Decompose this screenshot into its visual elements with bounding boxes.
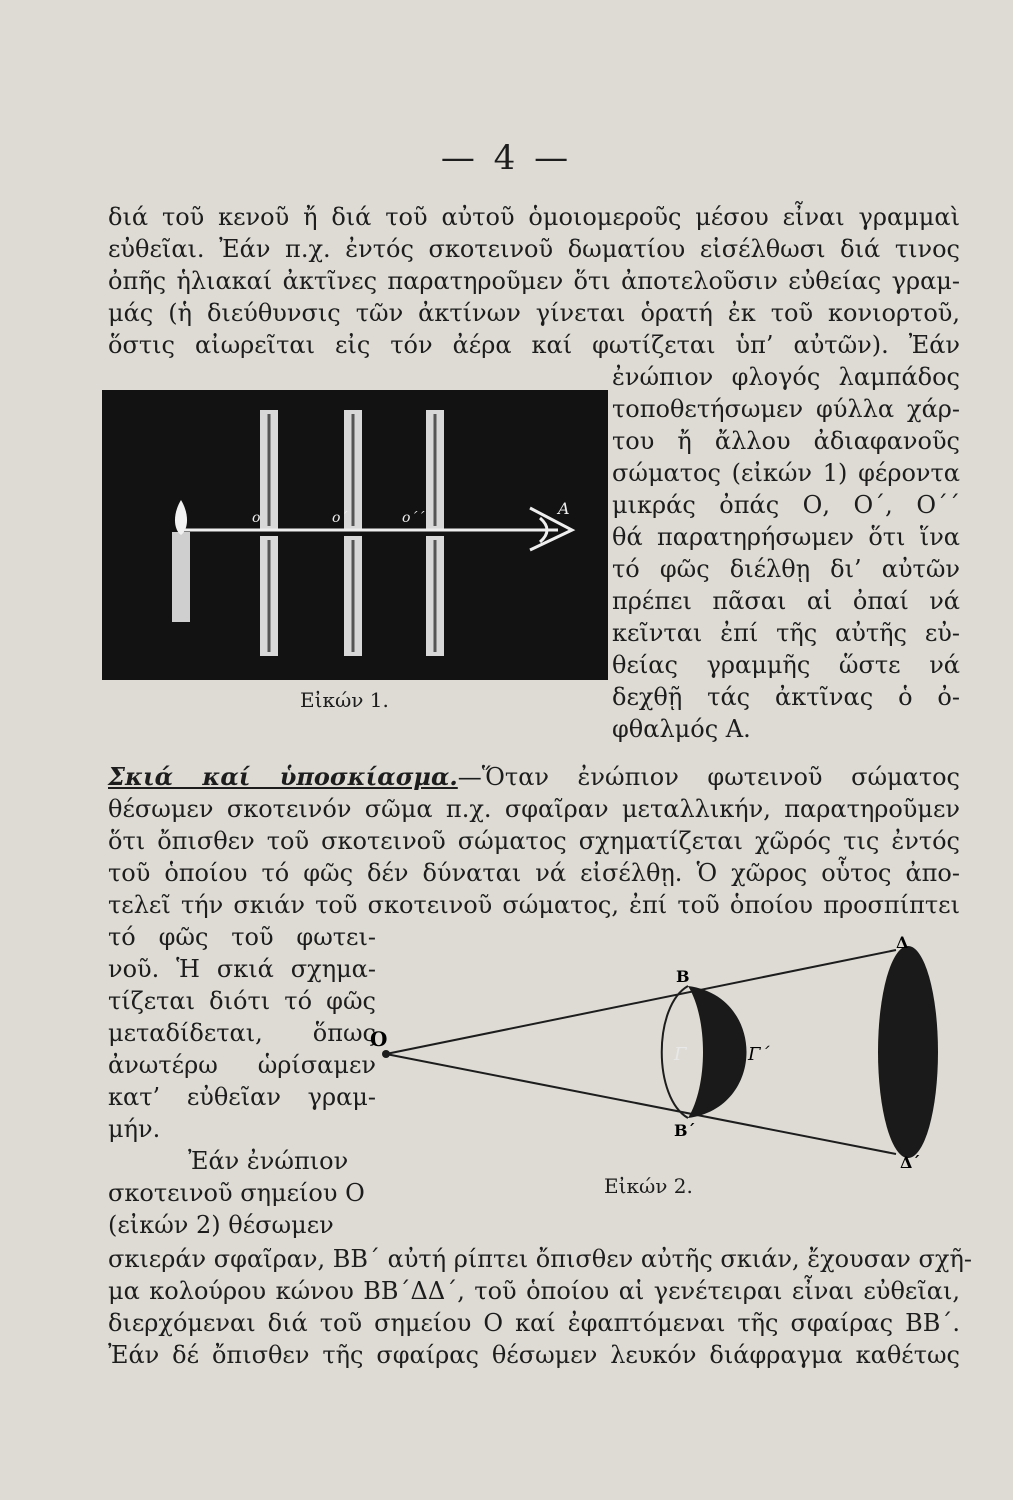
text-line: θέσωμεν σκοτεινόν σῶμα π.χ. σφαῖραν μεταλλικήν, παρατηροῦμεν (108, 795, 960, 823)
text-line: ἀνωτέρω ὡρίσαμεν (108, 1051, 376, 1079)
text-line: μα κολούρου κώνου ΒΒ΄ΔΔ΄, τοῦ ὁποίου αἱ γενέτειραι εἶναι εὐθεῖαι, (108, 1277, 960, 1305)
text-line: μήν. (108, 1115, 161, 1143)
label-g: Γ (674, 1044, 687, 1065)
section-first-line-text: —Ὅταν ἐνώπιον φωτεινοῦ σώματος (457, 763, 960, 791)
text-line: εὐθεῖαι. Ἐάν π.χ. ἐντός σκοτεινοῦ δωματίου εἰσέλθωσι διά τινος (108, 235, 960, 263)
section-first-line (108, 762, 960, 792)
label-o: O (370, 1027, 388, 1051)
text-line: διά τοῦ κενοῦ ἤ διά τοῦ αὐτοῦ ὁμοιομεροῦς μέσου εἶναι γραμμαὶ (108, 203, 960, 231)
text-line: του ἤ ἄλλου ἀδιαφανοῦς (612, 427, 960, 455)
figure-2-caption: Εἰκών 2. (604, 1174, 693, 1198)
text-line: διερχόμεναι διά τοῦ σημείου Ο καί ἐφαπτόμεναι τῆς σφαίρας ΒΒ΄. (108, 1309, 960, 1337)
figure-2 (368, 936, 960, 1172)
text-line: σώματος (εἰκών 1) φέροντα (612, 459, 960, 487)
text-line: δεχθῇ τάς ἀκτῖνας ὁ ὀ- (612, 683, 960, 711)
text-line: ἐνώπιον φλογός λαμπάδος (612, 363, 960, 391)
label-b-prime: B΄ (674, 1121, 696, 1140)
hole-label-o-double-prime: o΄΄ (402, 510, 425, 526)
text-line: θά παρατηρήσωμεν ὅτι ἵνα (612, 523, 960, 551)
screen-1 (260, 410, 278, 656)
cone-upper-line (386, 950, 896, 1054)
hole-label-o-prime: o΄ (332, 510, 348, 526)
screen-2 (344, 410, 362, 656)
text-line: τοποθετήσωμεν φύλλα χάρ- (612, 395, 960, 423)
text-line: ὅτι ὄπισθεν τοῦ σκοτεινοῦ σώματος σχηματίζεται χῶρός τις ἐντός (108, 827, 960, 855)
text-line: (εἰκών 2) θέσωμεν (108, 1211, 334, 1239)
label-g-prime: Γ΄ (748, 1044, 770, 1065)
text-line: μεταδίδεται, ὅπως (108, 1019, 376, 1047)
page-number: — 4 — (440, 138, 573, 178)
text-line: τελεῖ τήν σκιάν τοῦ σκοτεινοῦ σώματος, ἐπί τοῦ ὁποίου προσπίπτει (108, 891, 960, 919)
label-b: B (676, 967, 690, 986)
section-heading: Σκιά καί ὑποσκίασμα. (108, 762, 458, 791)
text-line: Ἐάν δέ ὄπισθεν τῆς σφαίρας θέσωμεν λευκόν διάφραγμα καθέτως (108, 1341, 960, 1369)
shadow-disc (878, 946, 938, 1158)
text-line: τοῦ ὁποίου τό φῶς δέν δύναται νά εἰσέλθῃ. Ὁ χῶρος οὗτος ἀπο- (108, 859, 960, 887)
candle (172, 532, 190, 622)
text-line: κεῖνται ἐπί τῆς αὐτῆς εὐ- (612, 619, 960, 647)
text-line: πρέπει πᾶσαι αἱ ὀπαί νά (612, 587, 960, 615)
cone-lower-line (386, 1054, 896, 1154)
point-o (382, 1050, 390, 1058)
eye-label: A (558, 499, 570, 518)
text-line: φθαλμός Α. (612, 715, 751, 743)
text-line: νοῦ. Ἡ σκιά σχημα- (108, 955, 376, 983)
text-line: τό φῶς τοῦ φωτει- (108, 923, 376, 951)
figure-2-illustration (368, 936, 960, 1172)
text-line: μικράς ὀπάς Ο, Ο΄, Ο΄΄ (612, 491, 960, 519)
figure-1-illustration (102, 390, 608, 680)
text-line: ὅστις αἰωρεῖται εἰς τόν ἀέρα καί φωτίζεται ὑπ’ αὐτῶν). Ἐάν (108, 331, 960, 359)
text-line: μάς (ἡ διεύθυνσις τῶν ἀκτίνων γίνεται ὁρατή ἐκ τοῦ κονιορτοῦ, (108, 299, 960, 327)
label-d-prime: Δ΄ (900, 1153, 921, 1172)
text-line: Ἐάν ἐνώπιον (188, 1147, 349, 1175)
text-line: τίζεται διότι τό φῶς (108, 987, 376, 1015)
sphere (688, 986, 747, 1118)
hole-label-o: o (252, 510, 261, 526)
figure-1-caption: Εἰκών 1. (300, 688, 389, 712)
text-line: σκιεράν σφαῖραν, ΒΒ΄ αὐτή ρίπτει ὄπισθεν αὐτῆς σκιάν, ἔχουσαν σχῆ- (108, 1245, 972, 1273)
figure-1 (102, 390, 608, 680)
label-d: Δ (896, 936, 909, 952)
text-line: σκοτεινοῦ σημείου Ο (108, 1179, 365, 1207)
text-line: θείας γραμμῆς ὥστε νά (612, 651, 960, 679)
text-line: κατ’ εὐθεῖαν γραμ- (108, 1083, 376, 1111)
text-line: ὀπῆς ἡλιακαί ἀκτῖνες παρατηροῦμεν ὅτι ἀποτελοῦσιν εὐθείας γραμ- (108, 267, 960, 295)
screen-3 (426, 410, 444, 656)
text-line: τό φῶς διέλθῃ δι’ αὐτῶν (612, 555, 960, 583)
